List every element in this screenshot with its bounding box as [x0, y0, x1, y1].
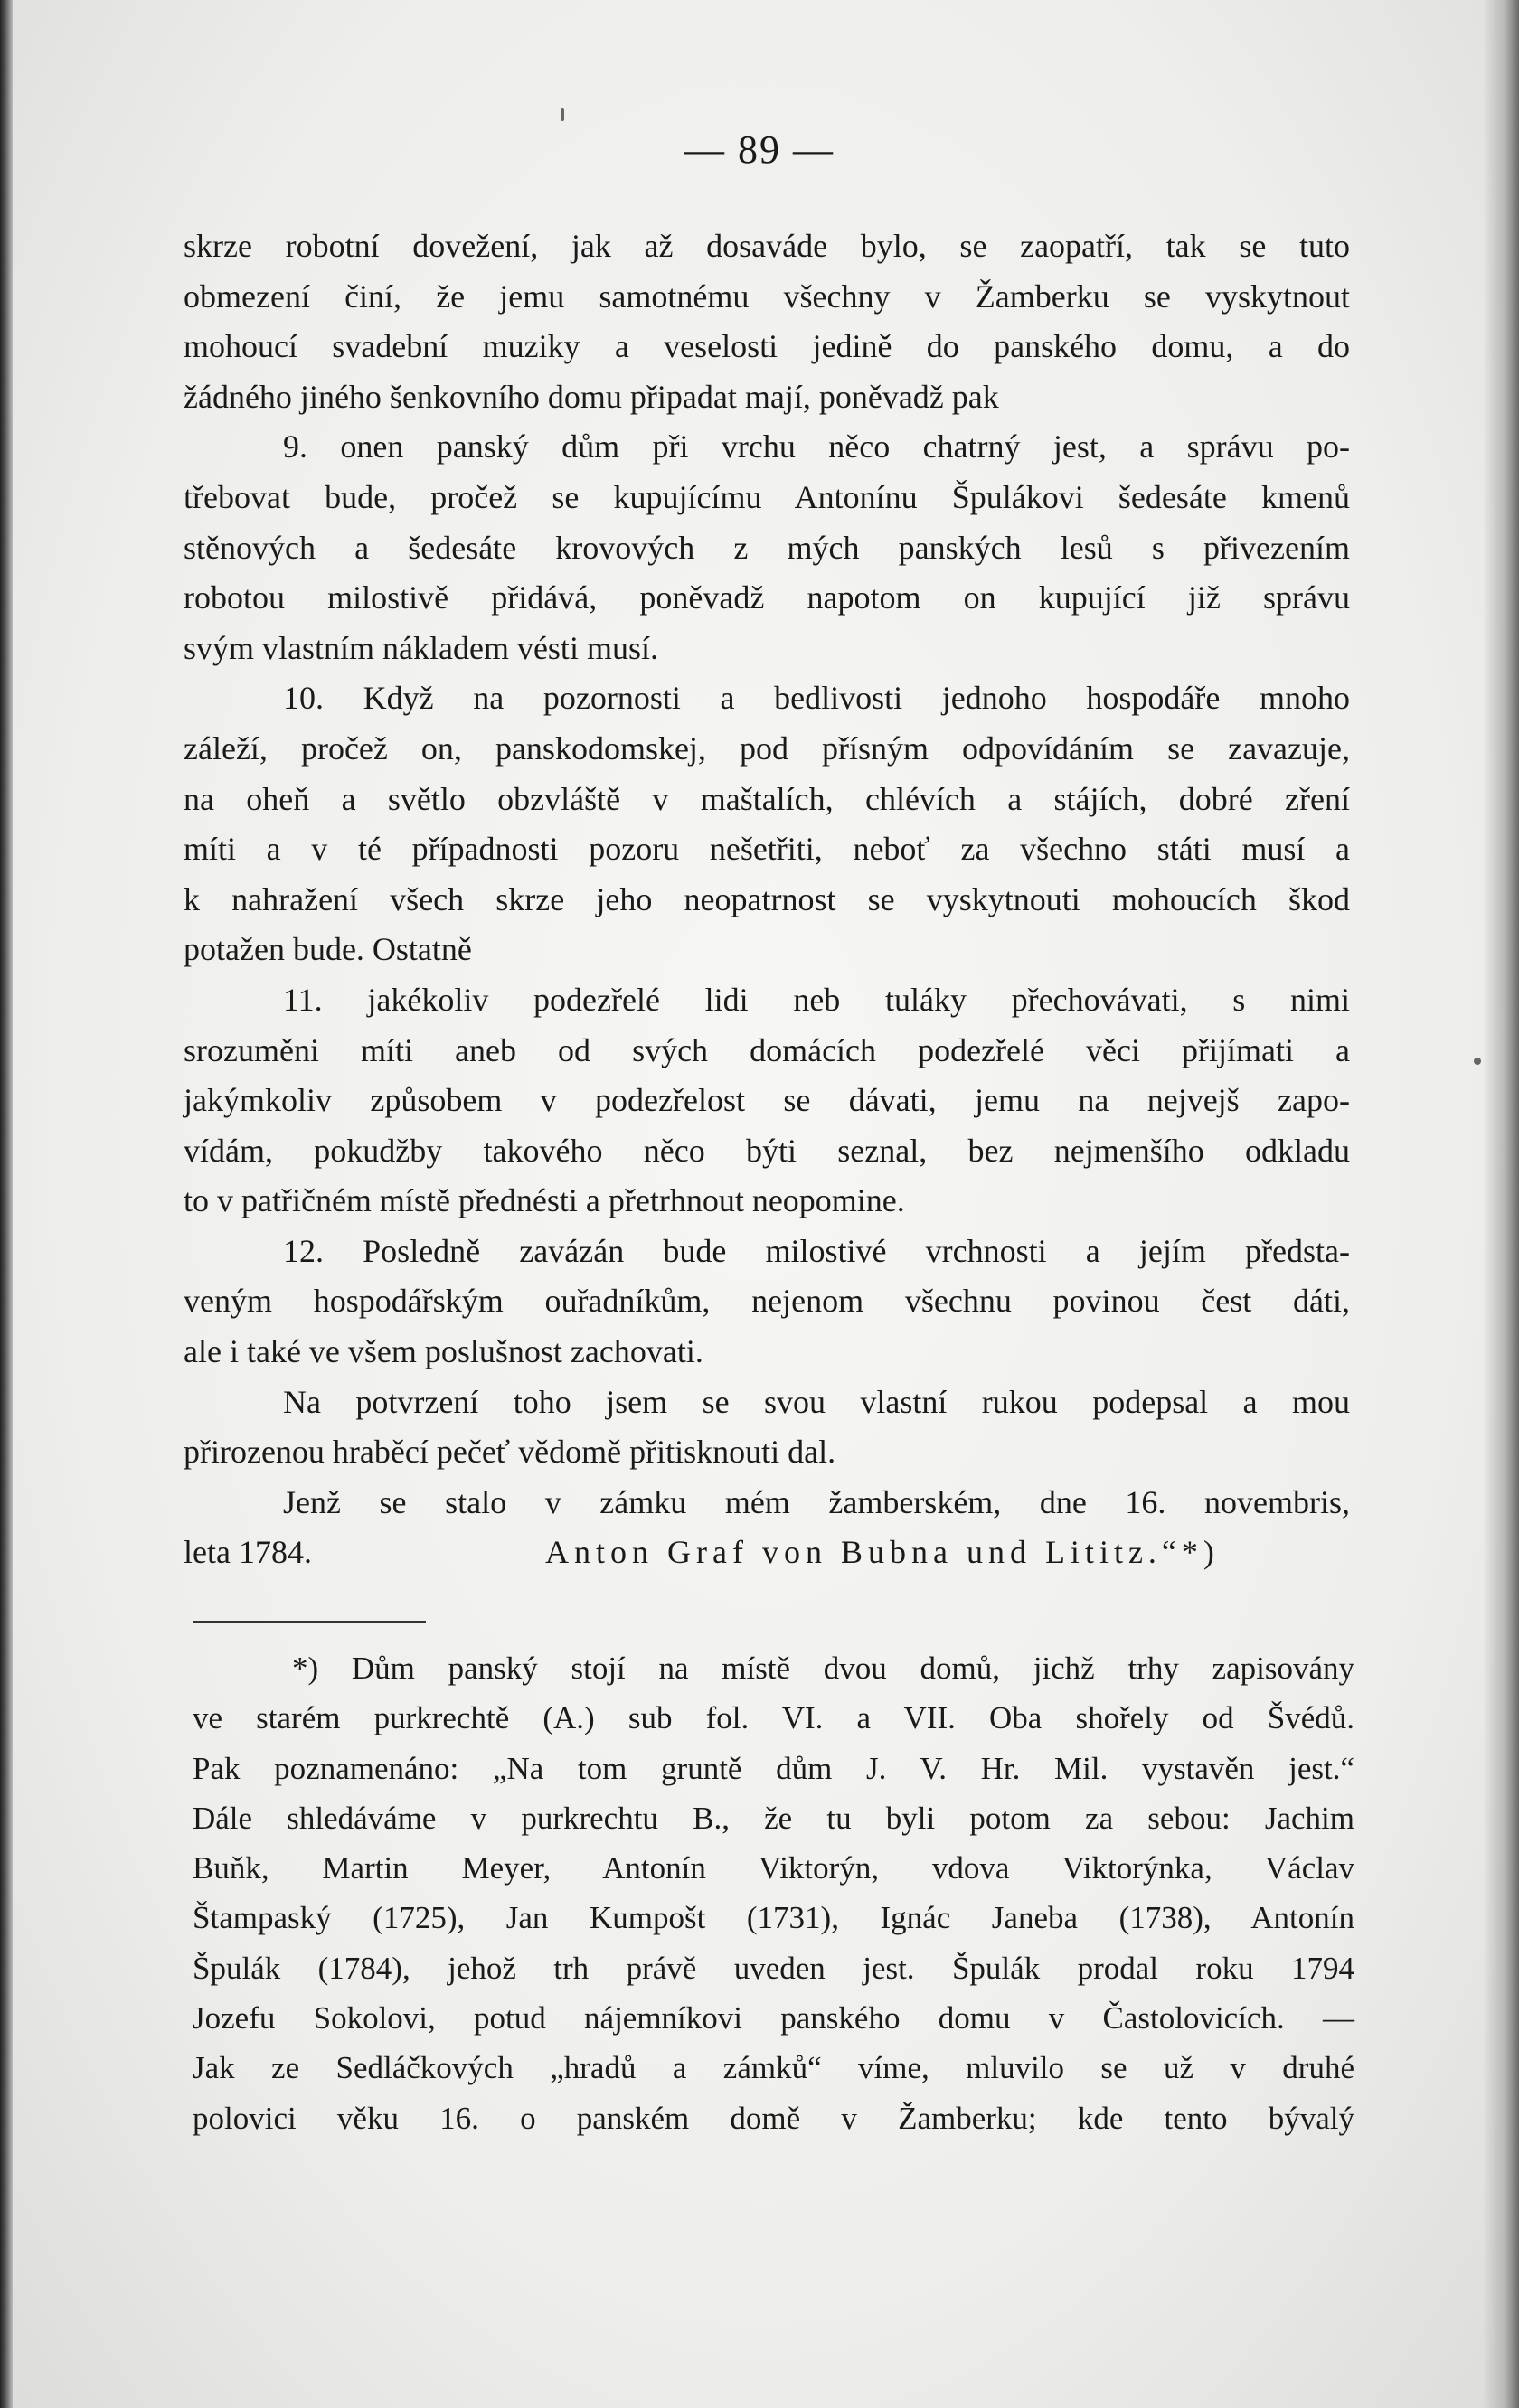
signature: Anton Graf von Bubna und Lititz.“*) — [545, 1534, 1220, 1571]
text-line: míti a v té případnosti pozoru nešetřiti, neboť za všechno státi musí a — [184, 831, 1350, 868]
text-line: 12. Posledně zavázán bude milostivé vrchnosti a jejím předsta- — [283, 1232, 1350, 1269]
text-line: k nahražení všech skrze jeho neopatrnost se vyskytnouti mohoucích škod — [184, 880, 1350, 917]
text-line: Jenž se stalo v zámku mém žamberském, dne 16. novembris, — [283, 1483, 1350, 1520]
footnote-line: Štampaský (1725), Jan Kumpošt (1731), Ignác Janeba (1738), Antonín — [193, 1900, 1354, 1936]
text-line: robotou milostivě přidává, poněvadž napotom on kupující již správu — [184, 579, 1350, 616]
text-line: záleží, pročež on, panskodomskej, pod přísným odpovídáním se zavazuje, — [184, 729, 1350, 767]
closing-line — [184, 1528, 1350, 1578]
page-left-edge — [0, 0, 13, 2408]
text-line: mohoucí svadební muziky a veselosti jedině do panského domu, a do — [184, 328, 1350, 365]
footnote-rule — [193, 1621, 426, 1623]
text-line: stěnových a šedesáte krovových z mých panských lesů s přivezením — [184, 529, 1350, 566]
footnote-line: Jak ze Sedláčkových „hradů a zámků“ víme, mluvilo se už v druhé — [193, 2050, 1354, 2086]
text-line: 11. jakékoliv podezřelé lidi neb tuláky přechovávati, s nimi — [283, 981, 1350, 1018]
text-line: obmezení činí, že jemu samotnému všechny v Žamberku se vyskytnout — [184, 277, 1350, 315]
text-line: 10. Když na pozornosti a bedlivosti jednoho hospodáře mnoho — [283, 680, 1350, 717]
text-line: to v patřičném místě přednésti a přetrhnout neopomine. — [184, 1182, 905, 1219]
text-line: ale i také ve všem poslušnost zachovati. — [184, 1333, 703, 1370]
footnote-line: Jozefu Sokolovi, potud nájemníkovi panského domu v Častolovicích. — — [193, 2000, 1354, 2036]
page-right-edge — [1483, 0, 1519, 2408]
footnote-line: Pak poznamenáno: „Na tom gruntě dům J. V. Hr. Mil. vystavěn jest.“ — [193, 1750, 1354, 1786]
text-line: jakýmkoliv způsobem v podezřelost se dávati, jemu na nejvejš zapo- — [184, 1082, 1350, 1119]
footnote-line: ve starém purkrechtě (A.) sub fol. VI. a VII. Oba shořely od Švédů. — [193, 1700, 1354, 1736]
text-line: skrze robotní dovežení, jak až dosaváde bylo, se zaopatří, tak se tuto — [184, 228, 1350, 264]
footnote-line: Buňk, Martin Meyer, Antonín Viktorýn, vdova Viktorýnka, Václav — [193, 1850, 1354, 1886]
text-line: třebovat bude, pročež se kupujícímu Antonínu Špulákovi šedesáte kmenů — [184, 478, 1350, 515]
text-line: na oheň a světlo obzvláště v maštalích, chlévích a stájích, dobré zření — [184, 780, 1350, 817]
text-line: 9. onen panský dům při vrchu něco chatrný jest, a správu po- — [283, 428, 1350, 466]
closing-date: leta 1784. — [184, 1534, 312, 1571]
footnote-line: Špulák (1784), jehož trh právě uveden jest. Špulák prodal roku 1794 — [193, 1950, 1354, 1986]
footnote — [193, 1643, 1354, 2143]
text-line: veným hospodářským ouřadníkům, nejenom všechnu povinou čest dáti, — [184, 1283, 1350, 1320]
footnote-line: polovici věku 16. o panském domě v Žamberku; kde tento bývalý — [193, 2100, 1354, 2136]
main-text — [184, 221, 1350, 1578]
text-line: Na potvrzení toho jsem se svou vlastní rukou podepsal a mou — [283, 1383, 1350, 1420]
scan-speck — [561, 108, 564, 121]
text-line: svým vlastním nákladem vésti musí. — [184, 629, 658, 666]
footnote-line: *) Dům panský stojí na místě dvou domů, jichž trhy zapisovány — [292, 1651, 1354, 1686]
page-number: — 89 — — [684, 127, 835, 172]
text-line: srozuměni míti aneb od svých domácích podezřelé věci přijímati a — [184, 1031, 1350, 1068]
scan-speck — [1474, 1058, 1481, 1065]
text-line: potažen bude. Ostatně — [184, 931, 472, 968]
text-line: přirozenou hraběcí pečeť vědomě přitisknouti dal. — [184, 1434, 836, 1471]
text-line: vídám, pokudžby takového něco býti seznal, bez nejmenšího odkladu — [184, 1132, 1350, 1169]
footnote-line: Dále shledáváme v purkrechtu B., že tu byli potom za sebou: Jachim — [193, 1800, 1354, 1836]
text-line: žádného jiného šenkovního domu připadat mají, poněvadž pak — [184, 378, 999, 415]
